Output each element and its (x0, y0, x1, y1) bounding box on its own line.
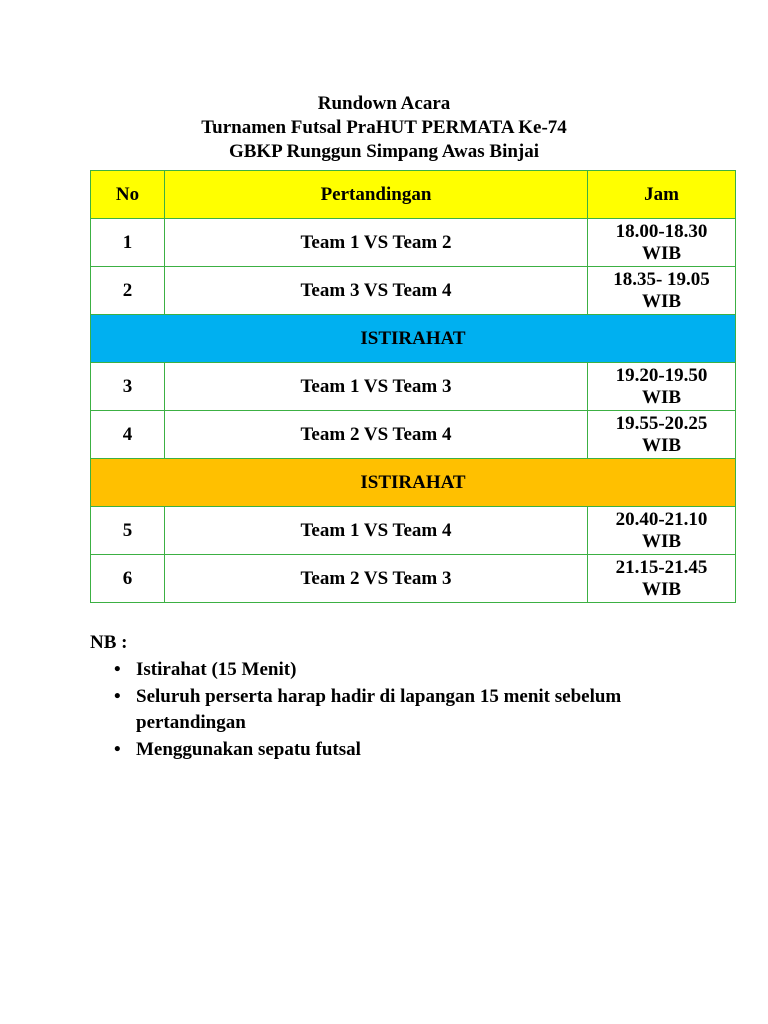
bullet-icon: • (114, 686, 121, 707)
row-number: 3 (91, 363, 165, 411)
row-number: 4 (91, 411, 165, 459)
row-match: Team 1 VS Team 2 (165, 219, 588, 267)
list-item (90, 657, 710, 683)
row-time-range: 21.15-21.45 (615, 556, 708, 578)
row-match: Team 2 VS Team 3 (165, 555, 588, 603)
row-number: 6 (91, 555, 165, 603)
row-match: Team 1 VS Team 3 (165, 363, 588, 411)
row-time (588, 507, 736, 555)
column-header-no: No (91, 171, 165, 219)
break-row (91, 315, 736, 363)
row-match: Team 2 VS Team 4 (165, 411, 588, 459)
row-time-zone: WIB (641, 386, 682, 408)
row-time-range: 18.35- 19.05 (613, 268, 710, 290)
row-time-range: 19.55-20.25 (615, 412, 708, 434)
header-location: GBKP Runggun Simpang Awas Binjai (228, 141, 540, 162)
row-time (588, 411, 736, 459)
list-item (90, 737, 710, 763)
table-row (91, 219, 736, 267)
row-time-zone: WIB (641, 290, 682, 312)
row-time-range: 19.20-19.50 (615, 364, 708, 386)
bullet-icon: • (114, 739, 121, 760)
notes-title: NB : (90, 632, 128, 653)
row-time-zone: WIB (641, 530, 682, 552)
rundown-table (90, 170, 736, 603)
header-subtitle: Turnamen Futsal PraHUT PERMATA Ke-74 (201, 117, 567, 138)
notes-section (90, 630, 710, 764)
row-match: Team 1 VS Team 4 (165, 507, 588, 555)
row-time-zone: WIB (641, 578, 682, 600)
column-header-match: Pertandingan (165, 171, 588, 219)
row-number: 5 (91, 507, 165, 555)
bullet-icon: • (114, 659, 121, 680)
break-row (91, 459, 736, 507)
list-item (90, 684, 710, 736)
row-number: 1 (91, 219, 165, 267)
column-header-time: Jam (588, 171, 736, 219)
table-header-row (91, 171, 736, 219)
row-time (588, 363, 736, 411)
row-number: 2 (91, 267, 165, 315)
row-time-range: 20.40-21.10 (615, 508, 708, 530)
table-row (91, 363, 736, 411)
note-text: Menggunakan sepatu futsal (136, 739, 361, 760)
row-match: Team 3 VS Team 4 (165, 267, 588, 315)
document-header (0, 92, 768, 164)
table-row (91, 411, 736, 459)
row-time (588, 219, 736, 267)
row-time (588, 267, 736, 315)
break-label: ISTIRAHAT (91, 315, 736, 363)
row-time-zone: WIB (641, 434, 682, 456)
note-text-continued: pertandingan (136, 712, 246, 733)
table-row (91, 507, 736, 555)
row-time-range: 18.00-18.30 (615, 220, 708, 242)
header-title: Rundown Acara (317, 93, 451, 114)
table-row (91, 267, 736, 315)
table-row (91, 555, 736, 603)
row-time (588, 555, 736, 603)
note-text: Istirahat (15 Menit) (136, 659, 297, 680)
notes-list (90, 657, 710, 763)
note-text: Seluruh perserta harap hadir di lapangan 15 menit sebelum (136, 686, 622, 707)
break-label: ISTIRAHAT (91, 459, 736, 507)
row-time-zone: WIB (641, 242, 682, 264)
